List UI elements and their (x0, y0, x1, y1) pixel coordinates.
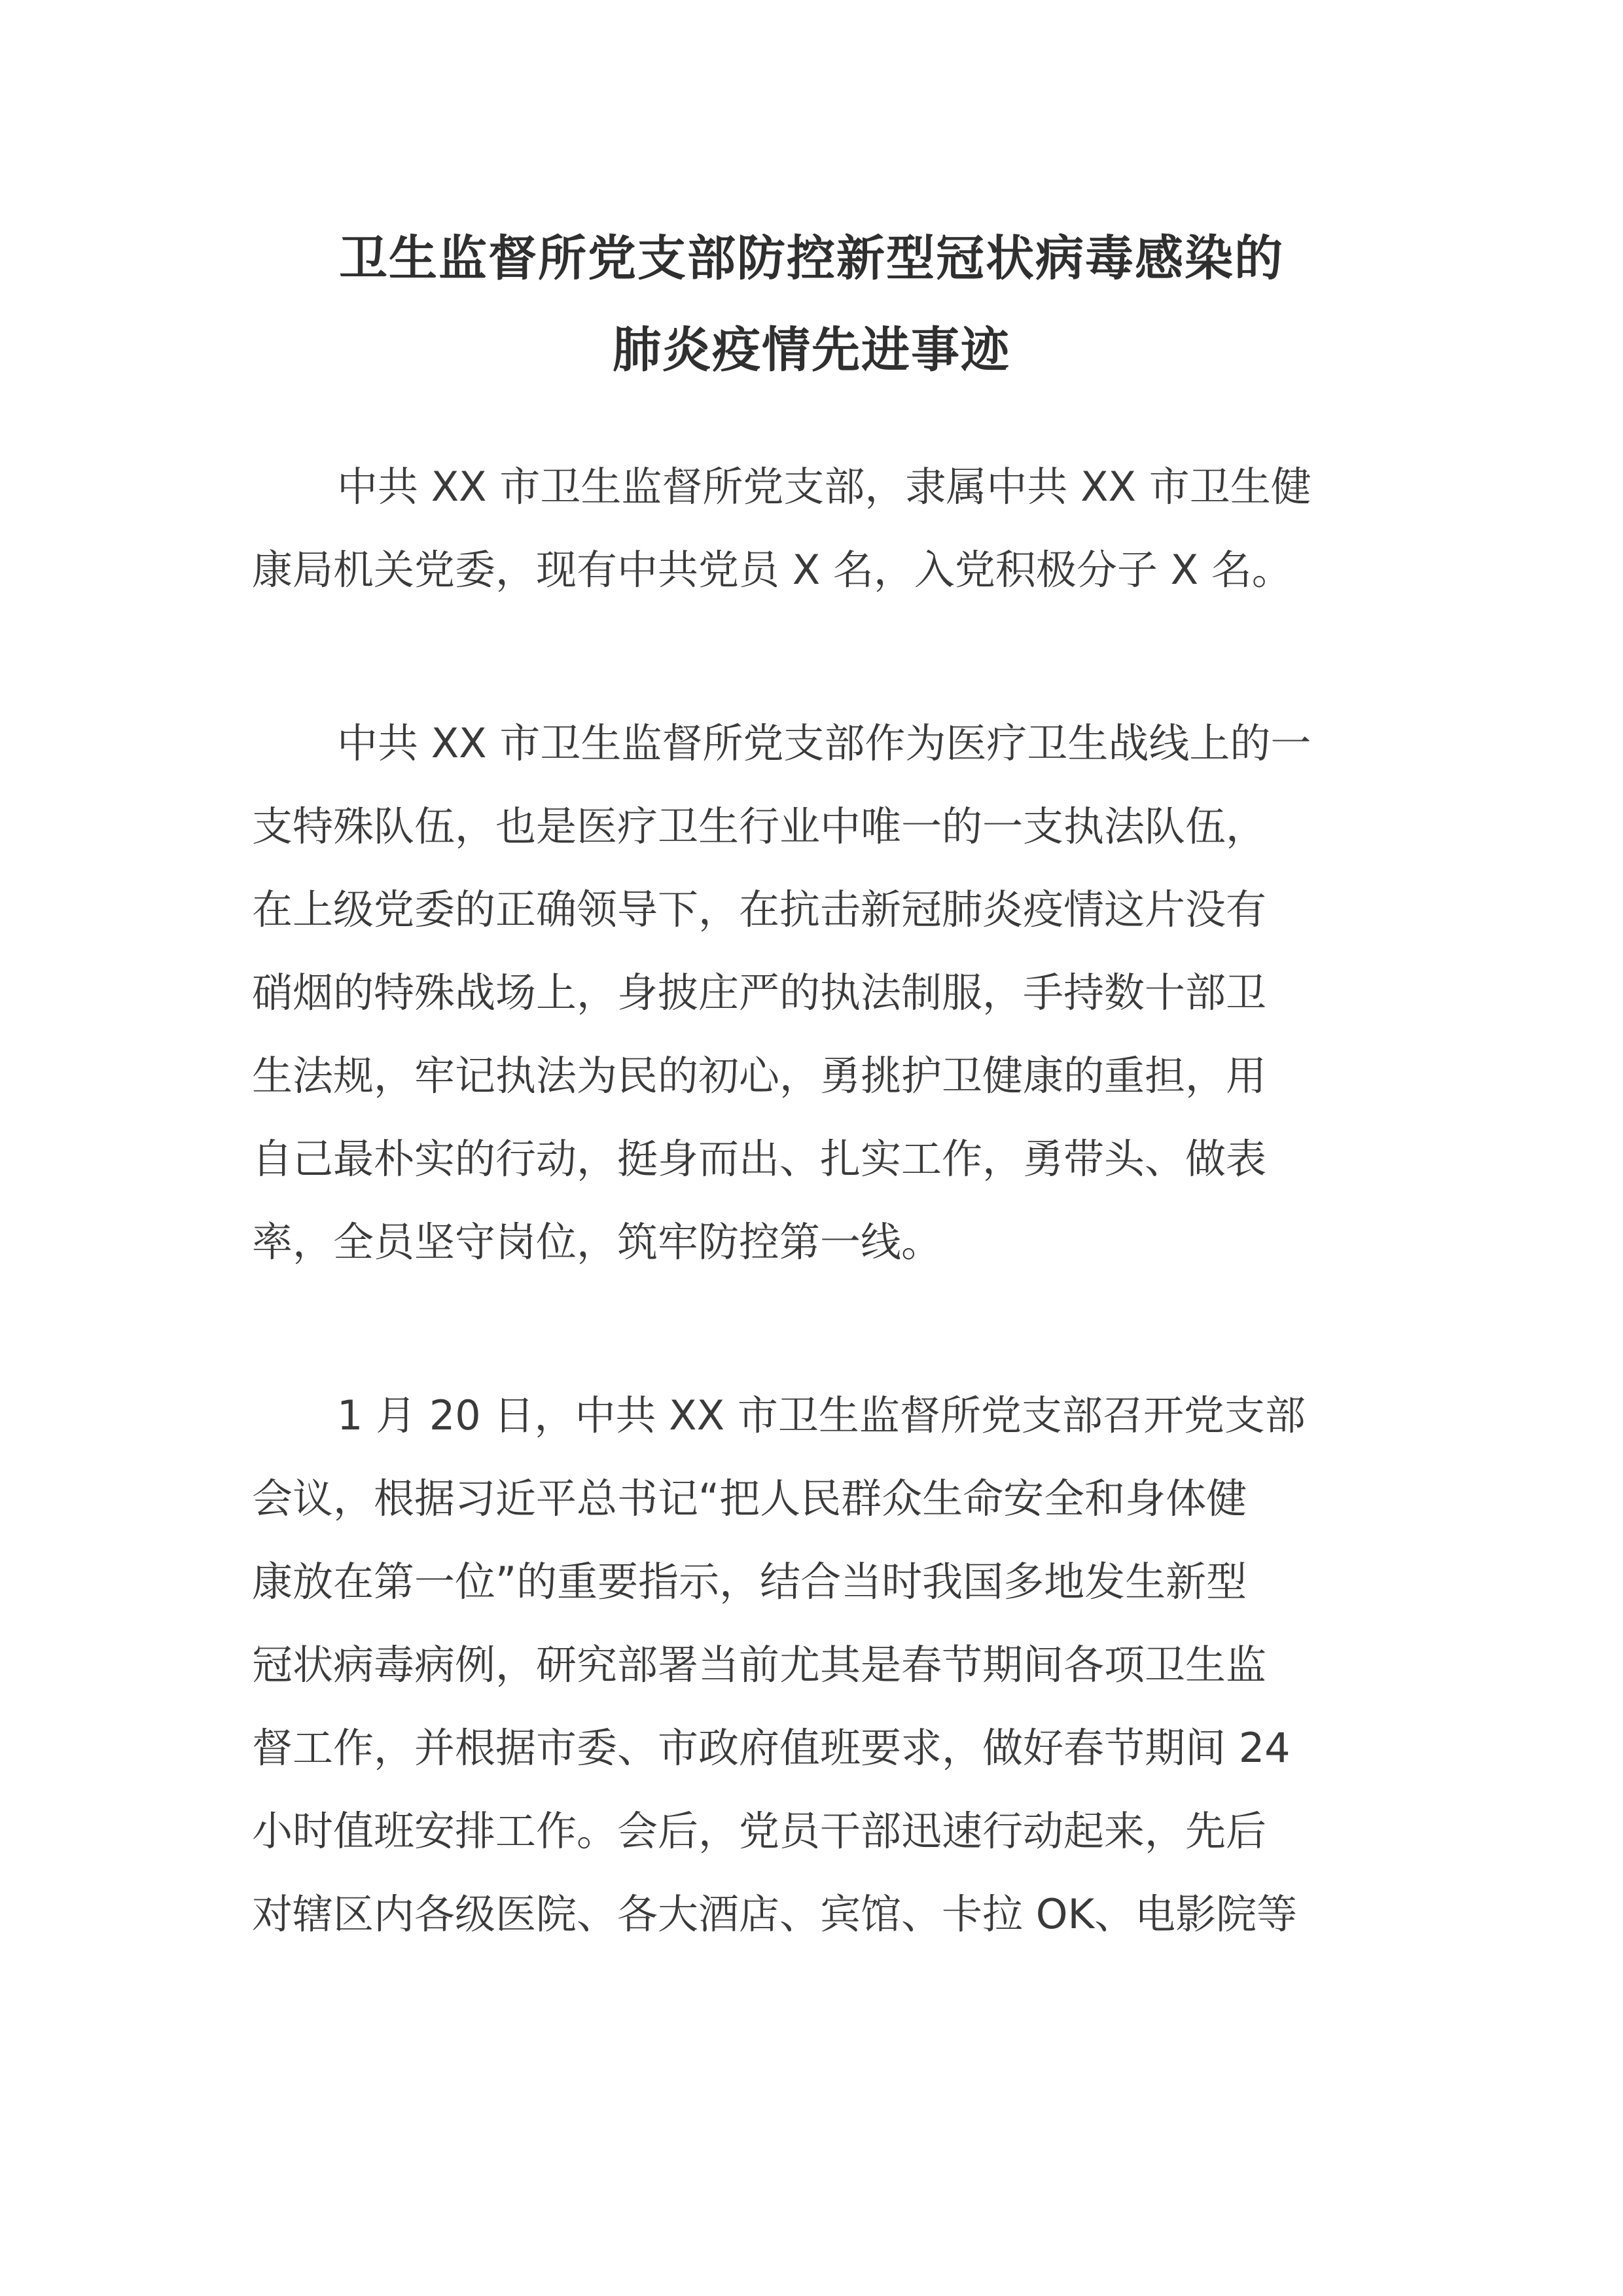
paragraph-line: 康放在第一位”的重要指示，结合当时我国多地发生新型 (252, 1558, 1247, 1605)
title-line-1: 卫生监督所党支部防控新型冠状病毒感染的 (339, 230, 1284, 287)
paragraph-line: 会议，根据习近平总书记“把人民群众生命安全和身体健 (252, 1475, 1247, 1522)
paragraph-line: 在上级党委的正确领导下，在抗击新冠肺炎疫情这片没有 (252, 886, 1267, 933)
paragraph-line: 中共 XX 市卫生监督所党支部作为医疗卫生战线上的一 (337, 719, 1311, 767)
paragraph-line: 1 月 20 日，中共 XX 市卫生监督所党支部召开党支部 (337, 1391, 1306, 1439)
title-line-2: 肺炎疫情先进事迹 (613, 322, 1010, 378)
document-body (252, 445, 1387, 2046)
paragraph-line: 对辖区内各级医院、各大酒店、宾馆、卡拉 OK、电影院等 (252, 1890, 1298, 1938)
paragraph-3 (252, 1374, 1387, 1956)
paragraph-line: 硝烟的特殊战场上，身披庄严的执法制服，手持数十部卫 (252, 969, 1267, 1016)
paragraph-line: 支特殊队伍，也是医疗卫生行业中唯一的一支执法队伍， (252, 802, 1267, 850)
paragraph-line: 率，全员坚守岗位，筑牢防控第一线。 (252, 1218, 942, 1266)
paragraph-line: 中共 XX 市卫生监督所党支部，隶属中共 XX 市卫生健 (337, 463, 1311, 511)
paragraph-line: 小时值班安排工作。会后，党员干部迅速行动起来，先后 (252, 1807, 1267, 1855)
paragraph-line: 生法规，牢记执法为民的初心，勇挑护卫健康的重担，用 (252, 1052, 1267, 1100)
paragraph-line: 康局机关党委，现有中共党员 X 名，入党积极分子 X 名。 (252, 546, 1293, 594)
paragraph-line: 冠状病毒病例，研究部署当前尤其是春节期间各项卫生监 (252, 1641, 1267, 1689)
paragraph-2 (252, 702, 1387, 1283)
paragraph-1 (252, 445, 1387, 611)
paragraph-line: 自己最朴实的行动，挺身而出、扎实工作，勇带头、做表 (252, 1135, 1267, 1183)
paragraph-line: 督工作，并根据市委、市政府值班要求，做好春节期间 24 (252, 1724, 1291, 1772)
document-title (216, 213, 1407, 396)
